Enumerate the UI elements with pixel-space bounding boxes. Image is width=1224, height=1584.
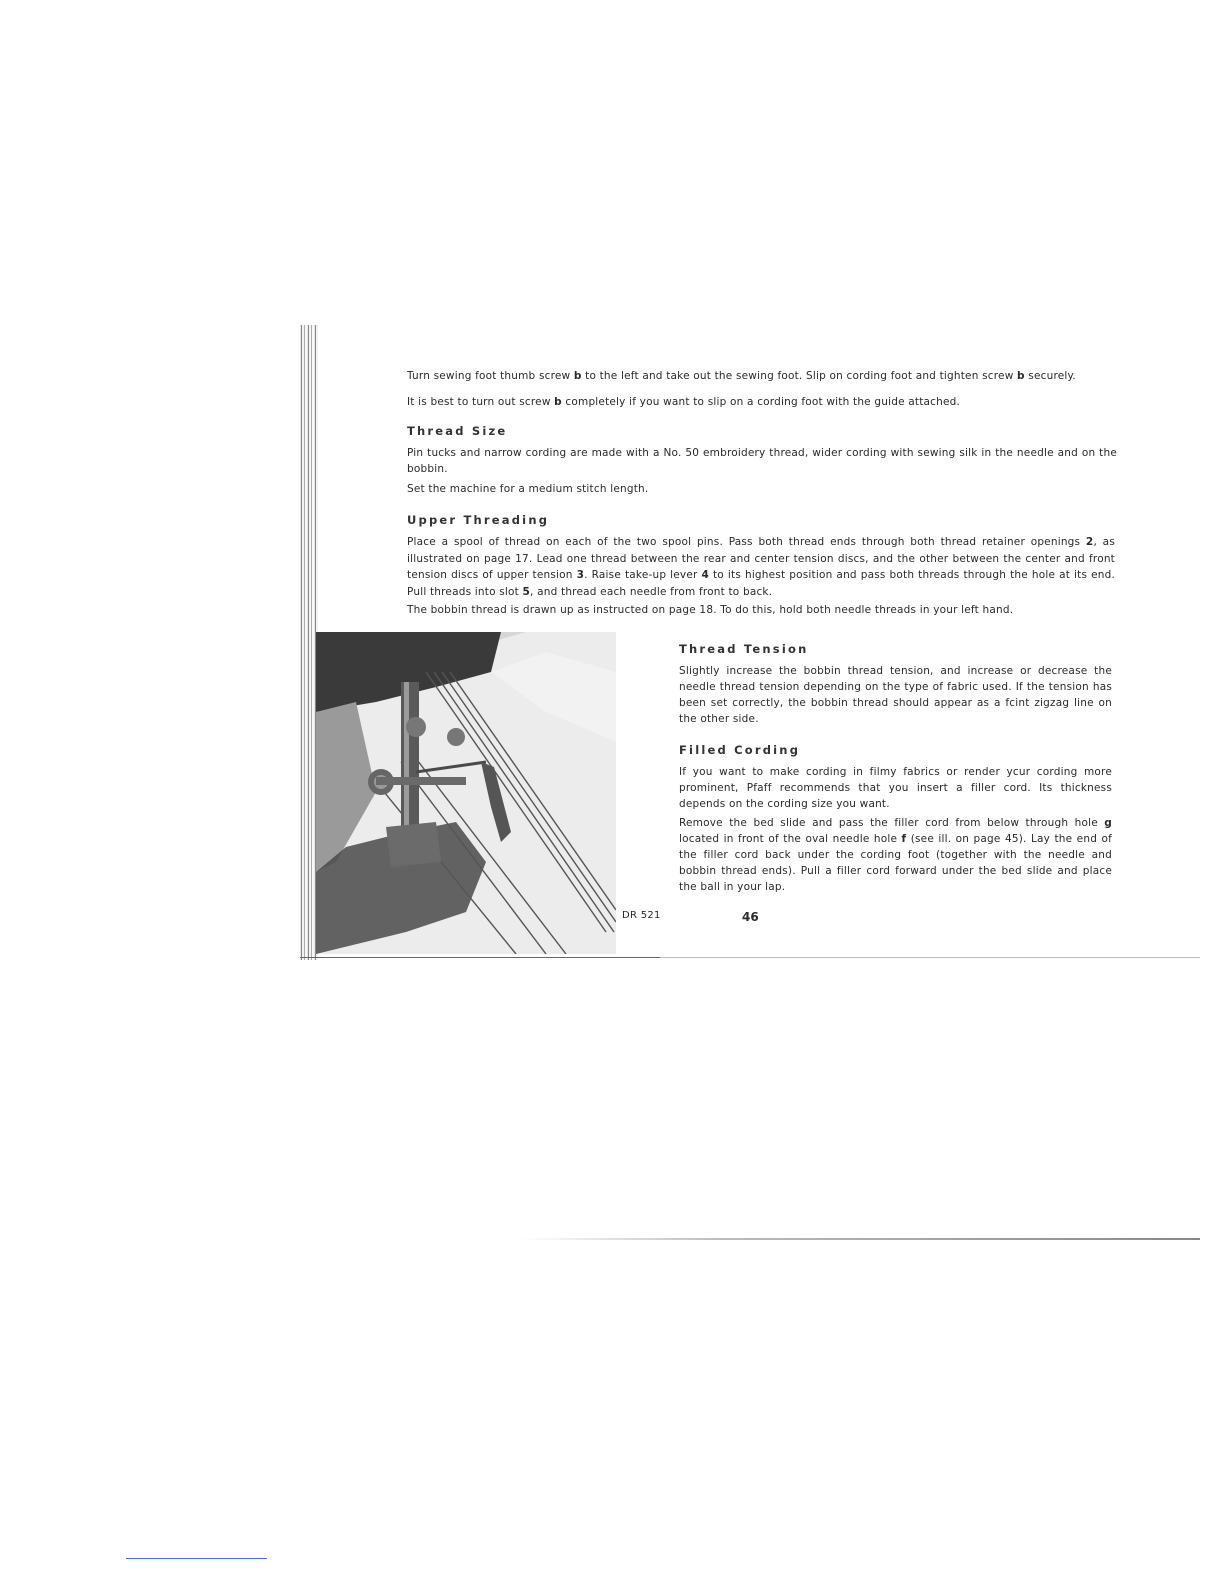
page-number: 46 bbox=[742, 910, 759, 924]
upper-threading-paragraph-1: Place a spool of thread on each of the two spool pins. Pass both thread ends through both thread retainer openings 2, as illustrated on page 17. Lead one thread between the rear and center tension discs, and the other between the center and front tension discs of upper tension 3. Raise take-up lever 4 to its highest position and pass both threads through the hole at its end. Pull threads into slot 5, and thread each needle from front to back. bbox=[407, 536, 1115, 598]
thread-tension-section bbox=[679, 641, 1112, 727]
filled-cording-paragraph-2: Remove the bed slide and pass the filler cord from below through hole g located in front of the oval needle hole f (see ill. on page 45). Lay the end of the filler cord back under the cording foot (together with the needle and bobbin thread ends). Pull a filler cord forward under the bed slide and place the ball in your lap. bbox=[679, 817, 1112, 893]
intro-paragraph-1: Turn sewing foot thumb screw b to the left and take out the sewing foot. Slip on cording foot and tighten screw b securely. bbox=[407, 370, 1076, 382]
footer-link-rule bbox=[126, 1558, 267, 1559]
upper-threading-section bbox=[407, 512, 1115, 618]
intro-section bbox=[407, 368, 1117, 410]
filled-cording-paragraph-1: If you want to make cording in filmy fabrics or render ycur cording more prominent, Pfaff recommends that you insert a filler cord. Its thickness depends on the cording size you want. bbox=[679, 766, 1112, 810]
filled-cording-section bbox=[679, 742, 1112, 895]
thread-size-paragraph-1: Pin tucks and narrow cording are made with a No. 50 embroidery thread, wider cording with sewing silk in the needle and on the bobbin. bbox=[407, 447, 1117, 475]
upper-threading-heading: Upper Threading bbox=[407, 513, 550, 527]
page-bottom-edge bbox=[300, 957, 1200, 958]
cording-foot-photo bbox=[316, 632, 616, 954]
thread-size-section bbox=[407, 423, 1117, 497]
thread-size-heading: Thread Size bbox=[407, 424, 508, 438]
scan-shadow-line bbox=[520, 1238, 1200, 1240]
figure-caption: DR 521 bbox=[622, 910, 661, 921]
upper-threading-paragraph-2: The bobbin thread is drawn up as instructed on page 18. To do this, hold both needle threads in your left hand. bbox=[407, 604, 1014, 616]
intro-paragraph-2: It is best to turn out screw b completely if you want to slip on a cording foot with the guide attached. bbox=[407, 396, 961, 408]
thread-size-paragraph-2: Set the machine for a medium stitch length. bbox=[407, 483, 649, 495]
filled-cording-heading: Filled Cording bbox=[679, 743, 801, 757]
thread-tension-paragraph-1: Slightly increase the bobbin thread tension, and increase or decrease the needle thread tension depending on the type of fabric used. If the tension has been set correctly, the bobbin thread should appear as a fcint zigzag line on the other side. bbox=[679, 665, 1112, 725]
thread-tension-heading: Thread Tension bbox=[679, 642, 809, 656]
